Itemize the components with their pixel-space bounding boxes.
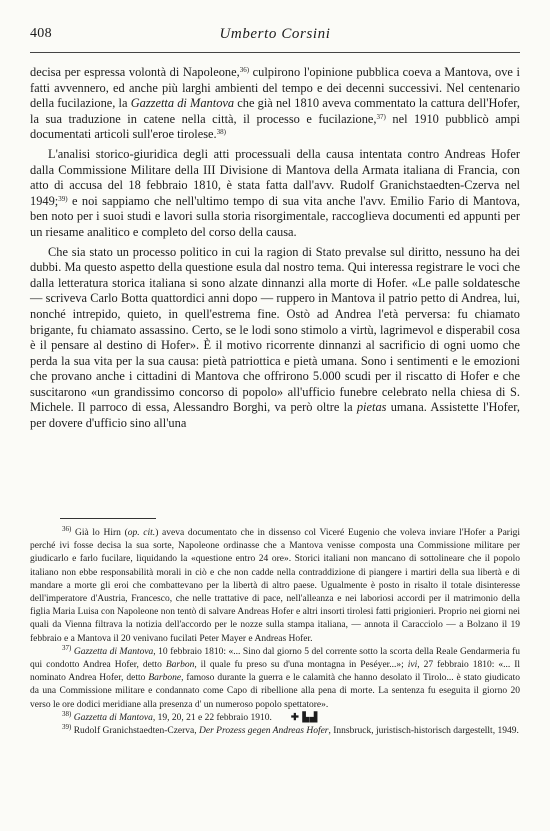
paragraph-3: Che sia stato un processo politico in cui la ragion di Stato prevalse sul diritto, nessuno ha dei dubbi. Ma questo aspetto della questione esula dal nostro tema. Qui interessa registrare le voci che dalla letteratura storica italiana si sono alzate dinnanzi alla morte di Hofer. «Le palle soldatesche — scriveva Carlo Botta quattordici anni dopo — ruppero in Mantova il patrio petto di Andrea, lui, nonché intrepido, quieto, in quell'estrema fine. Ostò ad Andrea l'età perversa: fu chiamato brigante, fu chiamato assassino. Certo, se le lodi sono stimolo a virtù, lagrimevol e disperabil cosa è il pensare al destino di Hofer». È il motivo ricorrente dinnanzi al sacrificio di ogni uomo che perda la sua vita per la sua causa: pietà patriottica e pietà umana. Sono i sentimenti e le emozioni che provano anche i cittadini di Mantova che offrirono 5.000 scudi per il riscatto di Hofer e che suscitarono «un grandissimo concorso di popolo» all'ufficio funebre celebrato nella chiesa di S. Michele. Il parroco di essa, Alessandro Borghi, va però oltre la pietas umana. Assistette l'Hofer, per dovere d'ufficio sino all'una	[30, 244, 520, 431]
paragraph-1: decisa per espressa volontà di Napoleone,$^{36)}$ culpirono l'opinione pubblica coeva a Mantova, ove i fatti avvennero, ed anche più larghi ambienti del tempo e dei decenni successivi. Nel centenario della fucilazione, la Gazzetta di Mantova che già nel 1810 aveva commentato la cattura dell'Hofer, la sua traduzione in catene nella città, il processo e fucilazione,$^{37)}$ nel 1910 pubblicò ampi documentati articoli sull'eroe tirolese.$^{38)}$	[30, 65, 520, 142]
paragraph-2: L'analisi storico-giuridica degli atti processuali della causa intentata contro Andreas Hofer dalla Commissione Militare della III Divisione di Mantova della Armata italiana di Francia, con atto di accusa del 18 febbraio 1810, è stata fatta dall'avv. Rudolf Granichstaedten-Czerva nel 1949;$^{39)}$ e noi sappiamo che nell'ultimo tempo di sua vita anche l'avv. Emilio Fario di Mantova, ben noto per i suoi studi e lavori sulla storia risorgimentale, raccoglieva documenti ed appunti per un riesame analitico e completo del corso della causa.	[30, 146, 520, 239]
footnote-ref-36: 36)	[239, 66, 250, 74]
newspaper-title: Gazzetta di Mantova	[130, 96, 235, 111]
footnote-39: $^{39)}$ Rudolf Granichstaedten-Czerva, Der Prozess gegen Andreas Hofer, Innsbruck, juristisch-historisch dargestellt, 1949.	[62, 723, 519, 737]
footnotes	[30, 527, 520, 738]
printer-mark-icon: ✚ ▙▟	[290, 712, 318, 723]
footnote-38: $^{38)}$ Gazzetta di Mantova, 19, 20, 21 e 22 febbraio 1910. ✚ ▙▟	[62, 709, 318, 723]
footnote-ref-37: 37)	[376, 112, 386, 121]
footnote-ref-39: 39)	[58, 194, 68, 203]
running-head-author: Umberto Corsini	[219, 26, 331, 42]
footnote-ref-38: 38)	[216, 128, 226, 137]
page-number: 408	[30, 26, 52, 41]
main-text	[30, 65, 520, 436]
pietas-italic: pietas	[356, 400, 387, 415]
footnote-37: $^{37)}$ Gazzetta di Mantova, 10 febbraio 1810: «... Sino dal giorno 5 del corrente sotto la scorta della Reale Gendarmeria fu qui condotto Andrea Hofer, detto Barbon, il quale fu preso su d'una montagna in Peséyer...»; ivi, 27 febbraio 1810: «... Il nominato Andrea Hofer, detto Barbone, famoso durante la guerra e le calamità che hanno desolato il Tirolo... è stato giudicato da una Commissione militare e condannato come Capo di ribellione alla pena di morte. La sentenza fu eseguita il giorno 20 verso le ore dodici meridiane alla presenza d' un numeroso popolo spettatore».	[30, 643, 521, 710]
page-header	[30, 26, 520, 46]
footnote-separator	[60, 518, 156, 519]
header-rule	[30, 52, 520, 53]
footnote-36: $^{36)}$ Già lo Hirn (op. cit.) aveva documentato che in dissenso col Viceré Eugenio che voleva inviare l'Hofer a Parigi perché ivi fosse decisa la sua sorte, Napoleone ordinasse che a Mantova venisse composta una Commissione militare per giudicarlo e farlo fucilare, liquidando la «questione entro 24 ore». Storici italiani non mancano di sottolineare che il popolo italiano non ebbe responsabilità morali in ciò e che non cadde nella contraddizione di piangere i martiri della sua libertà e di mandare a morte gli eroi che combattevano per la libertà di altro paese. Ugualmente è posto in risalto il totale disinteresse dell'imperatore d'Austria, Francesco, che nelle trattative di pace, nell'alleanza e nei laboriosi accordi per il matrimonio della figlia Maria Luisa con Napoleone non tentò di salvare Andreas Hofer e altri insorti tirolesi fatti prigionieri. Proprio nei giorni nei quali da Vienna filtrava la notizia dell'accordo per le nozze sulla stampa italiana, — annota il Caracciolo — a Bolzano il 19 febbraio e a Mantova il 20 venivano fucilati Peter Mayer e Andreas Hofer.	[30, 525, 520, 644]
